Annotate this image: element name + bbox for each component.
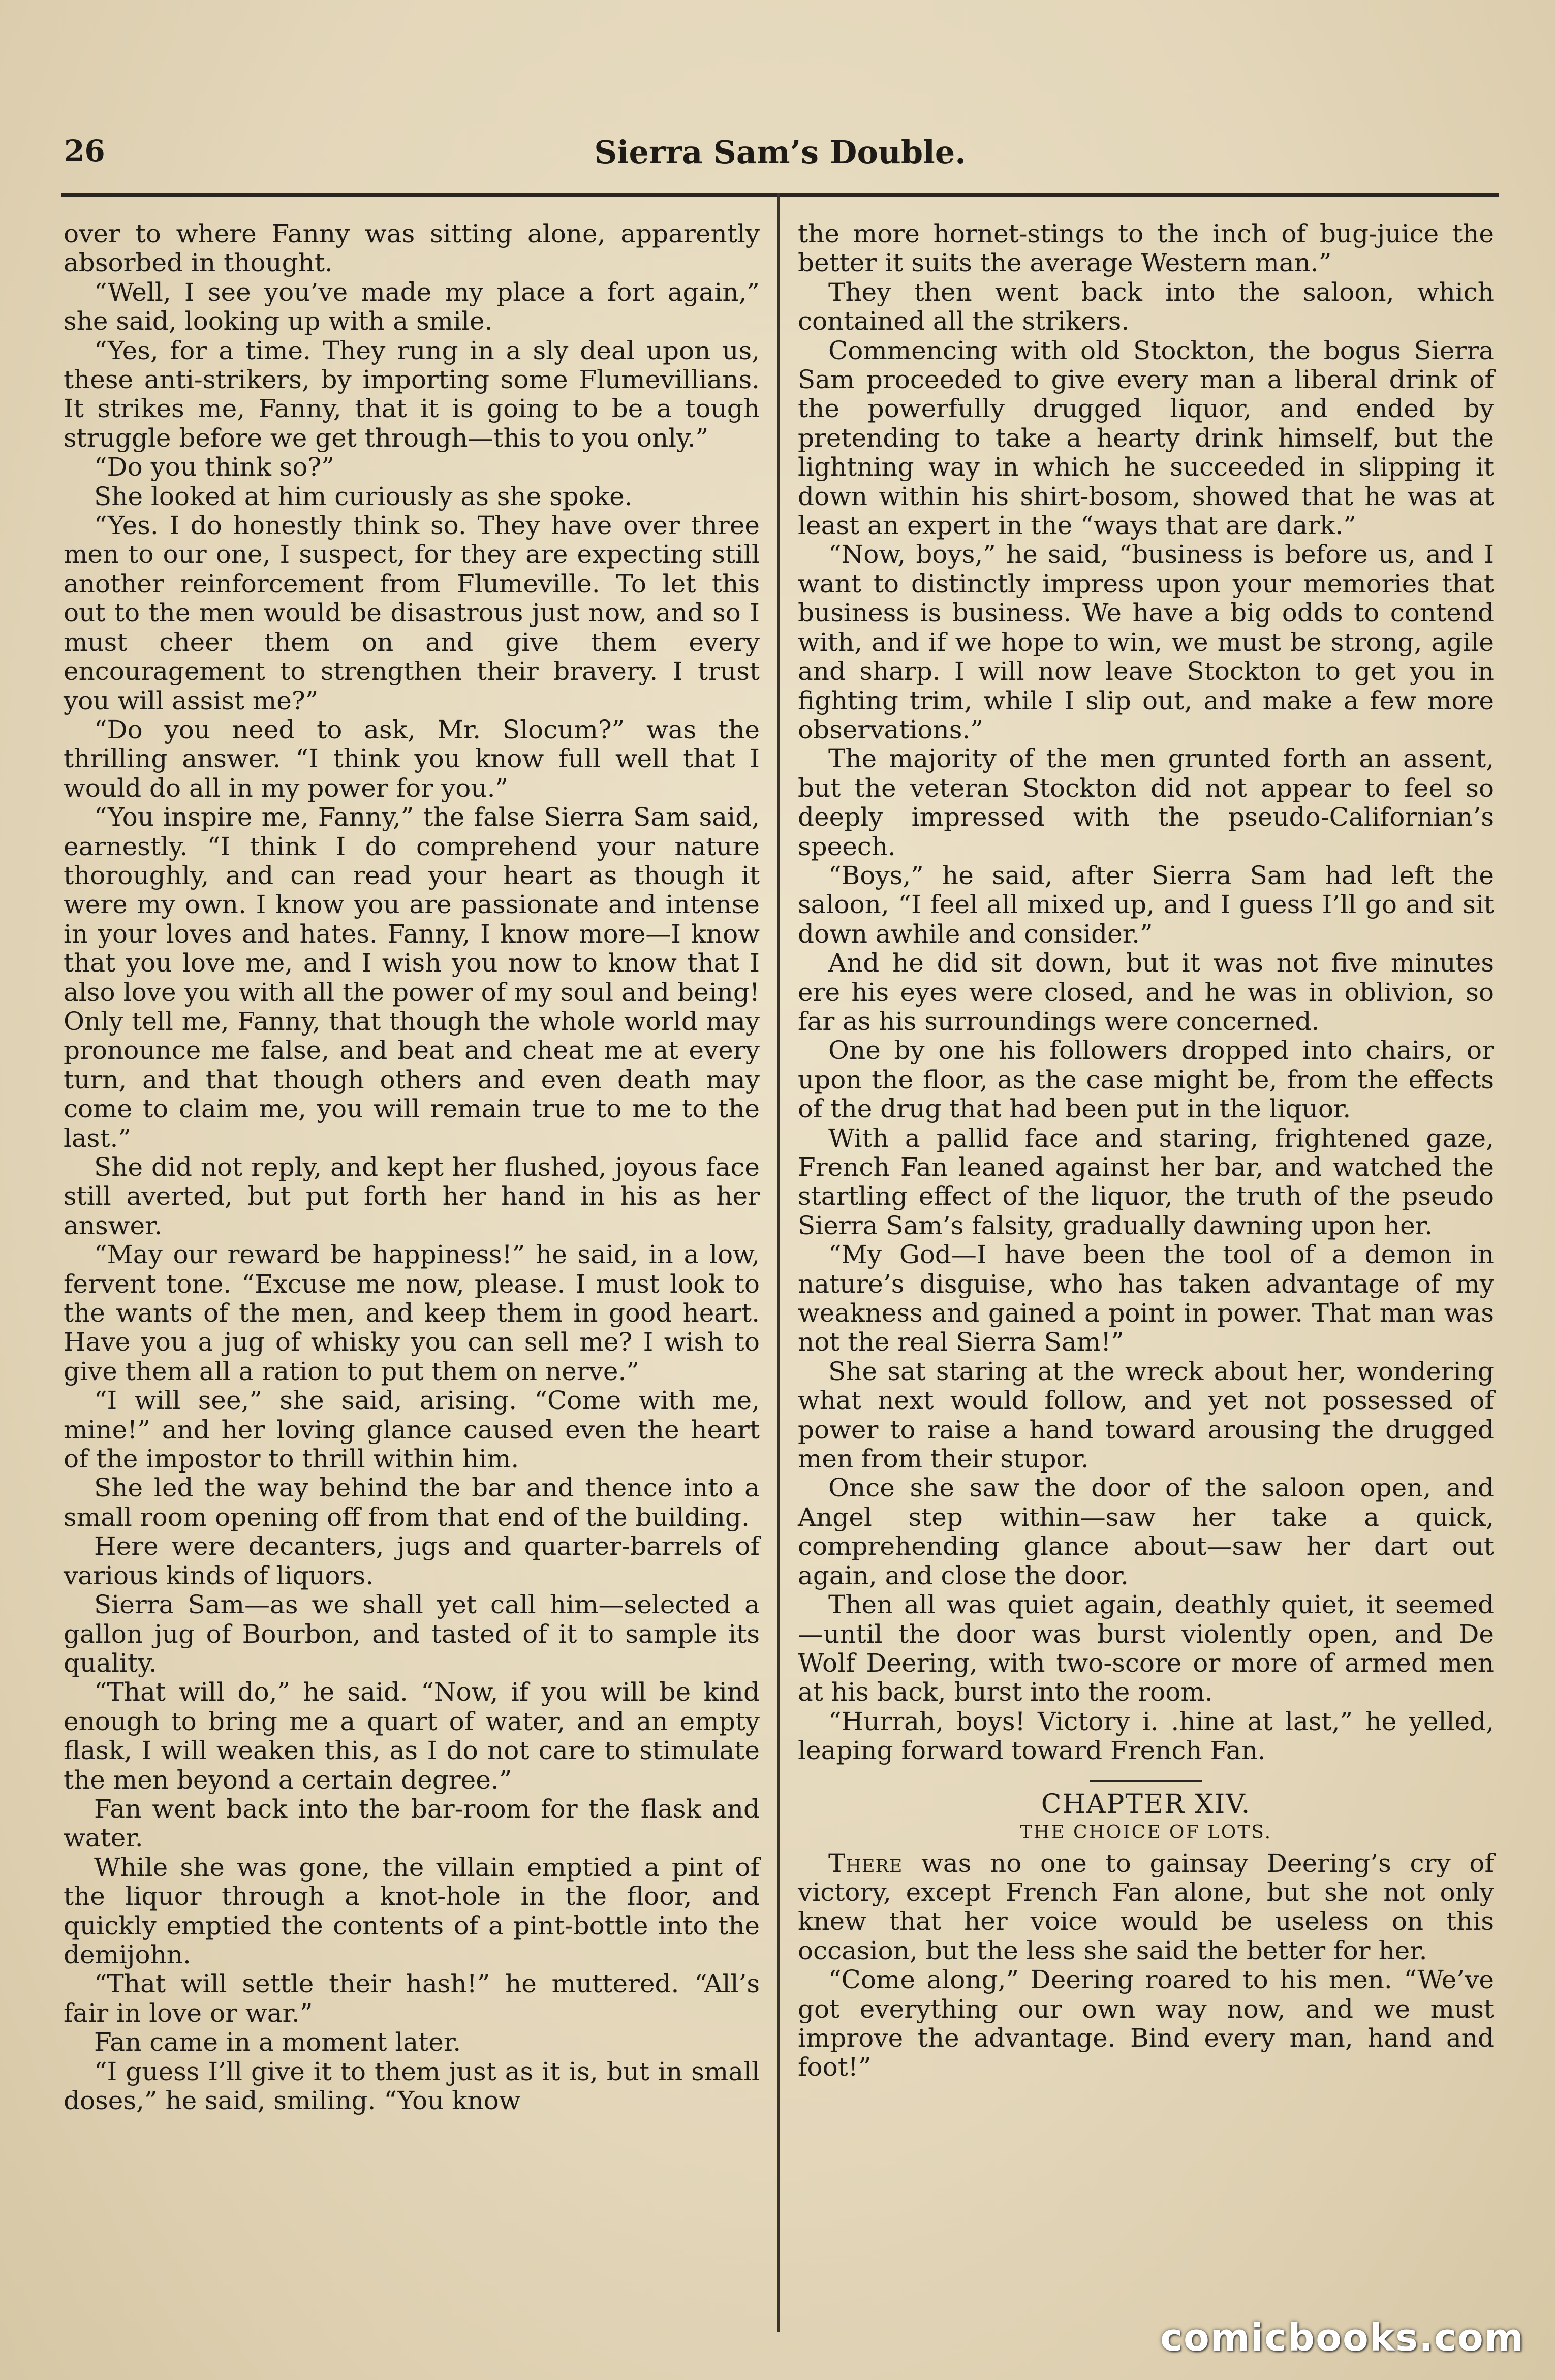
paragraph: With a pallid face and staring, frightened gaze, French Fan leaned against her bar, and watched the startling effect of the liquor, the truth of the pseudo Sierra Sam’s falsity, gradually dawning upon her. bbox=[798, 1123, 1494, 1240]
column-divider bbox=[778, 193, 780, 2332]
paragraph: She looked at him curiously as she spoke. bbox=[94, 481, 633, 511]
paragraph: One by one his followers dropped into chairs, or upon the floor, as the case might be, from the effects of the drug that had been put in the liquor. bbox=[798, 1036, 1494, 1124]
paragraph: Fan went back into the bar-room for the flask and water. bbox=[64, 1794, 760, 1853]
left-column bbox=[64, 220, 760, 2115]
paragraph: “That will settle their hash!” he muttered. “All’s fair in love or war.” bbox=[64, 1969, 760, 2028]
paragraph: And he did sit down, but it was not five minutes ere his eyes were closed, and he was in oblivion, so far as his surroundings were concerned. bbox=[798, 948, 1494, 1036]
paragraph: “Now, boys,” he said, “business is before us, and I want to distinctly impress upon your memories that business is business. We have a big odds to contend with, and if we hope to win, we must be strong, agile and sharp. I will now leave Stockton to get you in fighting trim, while I slip out, and make a few more observations.” bbox=[798, 540, 1494, 744]
paragraph: “Come along,” Deering roared to his men. “We’ve got everything our own way now, and we must improve the advantage. Bind every man, hand and foot!” bbox=[798, 1965, 1494, 2082]
paragraph: “You inspire me, Fanny,” the false Sierra Sam said, earnestly. “I think I do comprehend your nature thoroughly, and can read your heart as though it were my own. I know you are passionate and intense in your loves and hates. Fanny, I know more—I know that you love me, and I wish you now to know that I also love you with all the power of my soul and being! Only tell me, Fanny, that though the whole world may pronounce me false, and beat and cheat me at every turn, and that though others and even death may come to claim me, you will remain true to me to the last.” bbox=[64, 802, 760, 1153]
paragraph: over to where Fanny was sitting alone, apparently absorbed in thought. bbox=[64, 219, 760, 278]
paragraph: Here were decanters, jugs and quarter-barrels of various kinds of liquors. bbox=[64, 1531, 760, 1590]
paragraph: “Well, I see you’ve made my place a fort again,” she said, looking up with a smile. bbox=[64, 277, 760, 336]
paragraph: Commencing with old Stockton, the bogus Sierra Sam proceeded to give every man a liberal drink of the powerfully drugged liquor, and ended by pretending to take a hearty drink himself, but the lightning way in which he succeeded in slipping it down within his shirt-bosom, showed that he was at least an expert in the “ways that are dark.” bbox=[798, 335, 1494, 541]
page-number: 26 bbox=[64, 134, 105, 168]
paragraph: “Yes, for a time. They rung in a sly deal upon us, these anti-strikers, by importing some Flumevillians. It strikes me, Fanny, that it is going to be a tough struggle before we get through—this to you only.” bbox=[64, 335, 760, 453]
paragraph: The majority of the men grunted forth an assent, but the veteran Stockton did not appear to feel so deeply impressed with the pseudo-Californian’s speech. bbox=[798, 744, 1494, 861]
chapter-rule bbox=[1090, 1780, 1202, 1782]
paragraph: “That will do,” he said. “Now, if you will be kind enough to bring me a quart of water, and an empty flask, I will weaken this, as I do not care to stimulate the men beyond a certain degree.” bbox=[64, 1677, 760, 1795]
paragraph: Then all was quiet again, deathly quiet, it seemed—until the door was burst violently open, and De Wolf Deering, with two-score or more of armed men at his back, burst into the room. bbox=[798, 1590, 1494, 1707]
running-title: Sierra Sam’s Double. bbox=[594, 134, 966, 171]
page-header bbox=[61, 130, 1499, 175]
paragraph-lead: There bbox=[828, 1848, 903, 1878]
paragraph: They then went back into the saloon, which contained all the strikers. bbox=[798, 277, 1494, 336]
paragraph-text: was no one to gainsay Deering’s cry of victory, except French Fan alone, but she not only knew that her voice would be useless on this occasion, but the less she said the better for her. bbox=[798, 1848, 1494, 1965]
paragraph: “My God—I have been the tool of a demon in nature’s disguise, who has taken advantage of my weakness and gained a point in power. That man was not the real Sierra Sam!” bbox=[798, 1240, 1494, 1357]
paragraph: Fan came in a moment later. bbox=[94, 2027, 461, 2057]
chapter-subtitle: THE CHOICE OF LOTS. bbox=[1019, 1822, 1272, 1843]
paragraph: Once she saw the door of the saloon open, and Angel step within—saw her take a quick, comprehending glance about—saw her dart out again, and close the door. bbox=[798, 1473, 1494, 1590]
header-rule bbox=[61, 193, 1499, 197]
watermark-logo: comicbooks.com bbox=[1160, 2316, 1525, 2360]
chapter-title: CHAPTER XIV. bbox=[1041, 1789, 1251, 1820]
paragraph: the more hornet-stings to the inch of bug-juice the better it suits the average Western man.” bbox=[798, 219, 1494, 278]
paragraph: “I will see,” she said, arising. “Come with me, mine!” and her loving glance caused even the heart of the impostor to thrill within him. bbox=[64, 1386, 760, 1474]
paragraph: While she was gone, the villain emptied a pint of the liquor through a knot-hole in the floor, and quickly emptied the contents of a pint-bottle into the demijohn. bbox=[64, 1852, 760, 1969]
paragraph: She led the way behind the bar and thence into a small room opening off from that end of the building. bbox=[64, 1473, 760, 1532]
paragraph: “Boys,” he said, after Sierra Sam had left the saloon, “I feel all mixed up, and I guess I’ll go and sit down awhile and consider.” bbox=[798, 860, 1494, 949]
paragraph: She sat staring at the wreck about her, wondering what next would follow, and yet not possessed of power to raise a hand toward arousing the drugged men from their stupor. bbox=[798, 1356, 1494, 1474]
paragraph: “Do you think so?” bbox=[94, 452, 334, 482]
paragraph: “Do you need to ask, Mr. Slocum?” was the thrilling answer. “I think you know full well that I would do all in my power for you.” bbox=[64, 714, 760, 803]
chapter-text bbox=[798, 1849, 1494, 2082]
paragraph: “May our reward be happiness!” he said, in a low, fervent tone. “Excuse me now, please. I must look to the wants of the men, and keep them in good heart. Have you a jug of whisky you can sell me? I wish to give them all a ration to put them on nerve.” bbox=[64, 1240, 760, 1386]
paragraph: Sierra Sam—as we shall yet call him—selected a gallon jug of Bourbon, and tasted of it to sample its quality. bbox=[64, 1590, 760, 1678]
right-column bbox=[798, 220, 1494, 2082]
paragraph: “I guess I’ll give it to them just as it is, but in small doses,” he said, smiling. “You know bbox=[64, 2056, 760, 2115]
right-column-text bbox=[798, 220, 1494, 1766]
paragraph: “Hurrah, boys! Victory i. .hine at last,” he yelled, leaping forward toward French Fan. bbox=[798, 1706, 1494, 1766]
paragraph: “Yes. I do honestly think so. They have over three men to our one, I suspect, for they are expecting still another reinforcement from Flumeville. To let this out to the men would be disastrous just now, and so I must cheer them on and give them every encouragement to strengthen their bravery. I trust you will assist me?” bbox=[64, 511, 760, 715]
paragraph bbox=[798, 1849, 1494, 1966]
paragraph: She did not reply, and kept her flushed, joyous face still averted, but put forth her hand in his as her answer. bbox=[64, 1152, 760, 1240]
chapter-heading bbox=[798, 1780, 1494, 1846]
